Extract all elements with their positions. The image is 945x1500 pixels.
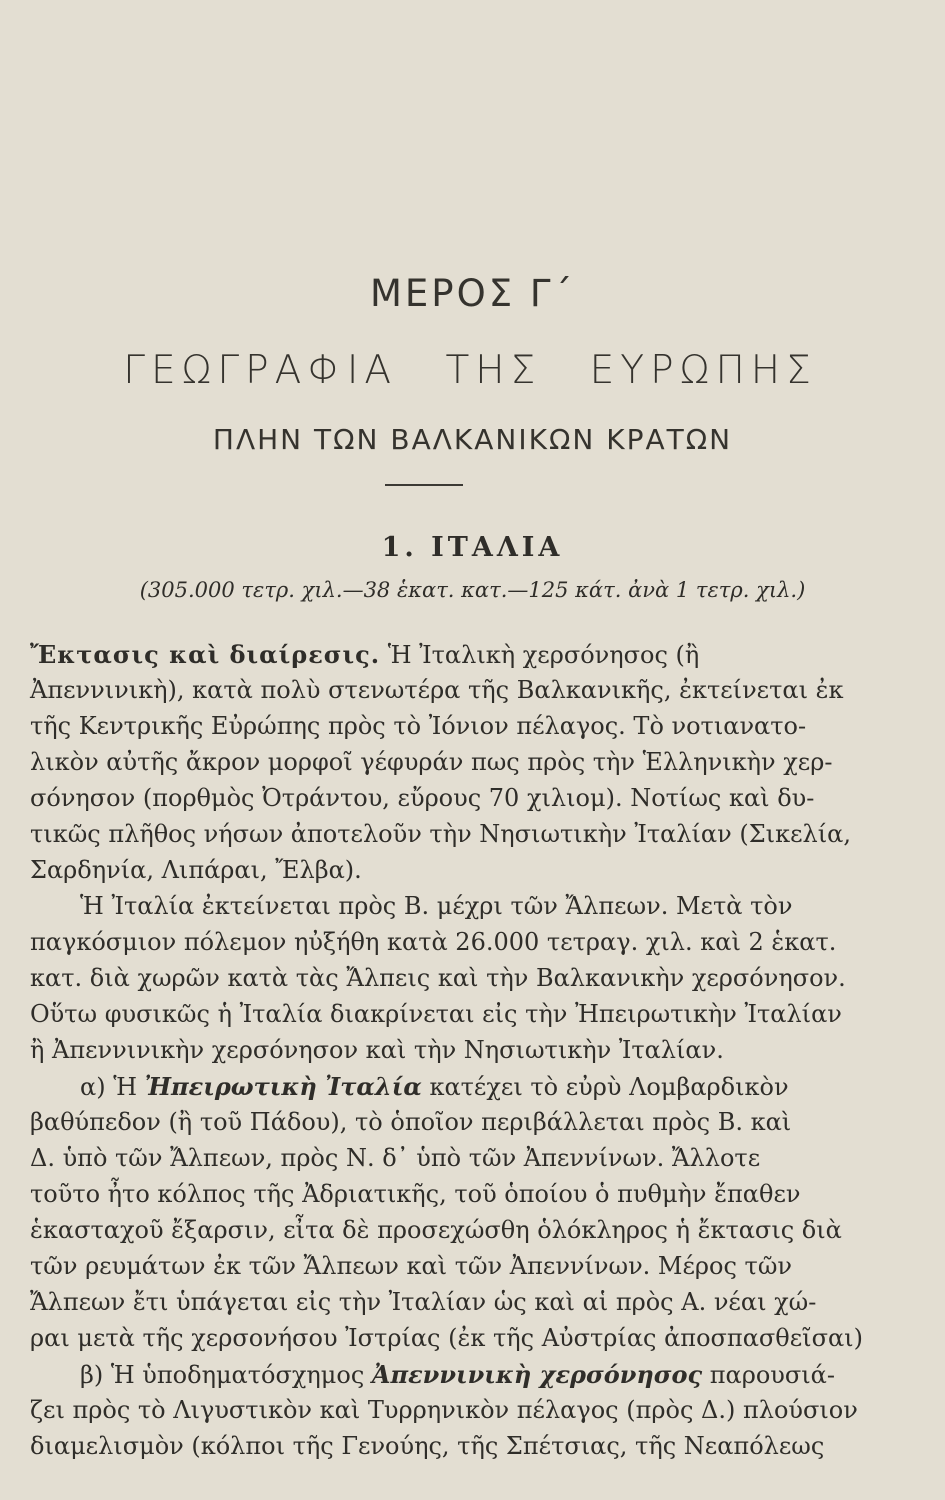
text-line: Ἔκτασις καὶ διαίρεσις. Ἡ Ἰταλικὴ χερσόνησος (ἢ bbox=[30, 640, 700, 669]
divider-rule bbox=[385, 484, 463, 486]
main-title: ΓΕΩΓΡΑΦΙΑ ΤΗΣ ΕΥΡΩΠΗΣ bbox=[123, 348, 817, 393]
text-line: Ἡ Ἰταλία ἐκτείνεται πρὸς Β. μέχρι τῶν Ἄλπεων. Μετὰ τὸν bbox=[80, 892, 793, 920]
text-line: σόνησον (πορθμὸς Ὀτράντου, εὔρους 70 χιλιομ). Νοτίως καὶ δυ- bbox=[30, 784, 815, 812]
text-line: Δ. ὑπὸ τῶν Ἄλπεων, πρὸς Ν. δ᾽ ὑπὸ τῶν Ἀπεννίνων. Ἄλλοτε bbox=[30, 1144, 761, 1172]
text-line: ἢ Ἀπεννινικὴν χερσόνησον καὶ τὴν Νησιωτικὴν Ἰταλίαν. bbox=[30, 1036, 724, 1064]
text-line: τοῦτο ἦτο κόλπος τῆς Ἀδριατικῆς, τοῦ ὁποίου ὁ πυθμὴν ἔπαθεν bbox=[30, 1180, 801, 1208]
subtitle: ΠΛΗΝ ΤΩΝ ΒΑΛΚΑΝΙΚΩΝ ΚΡΑΤΩΝ bbox=[212, 423, 733, 456]
emphasis-term: Ἀπεννινικὴ χερσόνησος bbox=[371, 1360, 703, 1389]
text-line: τῆς Κεντρικῆς Εὐρώπης πρὸς τὸ Ἰόνιον πέλαγος. Τὸ νοτιανατο- bbox=[30, 712, 807, 740]
emphasis-term: Ἠπειρωτικὴ Ἰταλία bbox=[144, 1072, 422, 1101]
text-line: β) Ἡ ὑποδηματόσχημος Ἀπεννινικὴ χερσόνησος παρουσιά- bbox=[80, 1360, 835, 1389]
text-line: τῶν ρευμάτων ἐκ τῶν Ἄλπεων καὶ τῶν Ἀπεννίνων. Μέρος τῶν bbox=[30, 1252, 792, 1280]
text-line: Σαρδηνία, Λιπάραι, Ἔλβα). bbox=[30, 856, 362, 884]
chapter-stats: (305.000 τετρ. χιλ.—38 ἑκατ. κατ.—125 κάτ. ἀνὰ 1 τετρ. χιλ.) bbox=[139, 578, 806, 602]
text-line: ζει πρὸς τὸ Λιγυστικὸν καὶ Τυρρηνικὸν πέλαγος (πρὸς Δ.) πλούσιον bbox=[30, 1396, 858, 1424]
text-line: βαθύπεδον (ἢ τοῦ Πάδου), τὸ ὁποῖον περιβάλλεται πρὸς Β. καὶ bbox=[30, 1108, 792, 1136]
text-line: τικῶς πλῆθος νήσων ἀποτελοῦν τὴν Νησιωτικὴν Ἰταλίαν (Σικελία, bbox=[30, 820, 851, 848]
text-line: παγκόσμιον πόλεμον ηὐξήθη κατὰ 26.000 τετραγ. χιλ. καὶ 2 ἑκατ. bbox=[30, 928, 837, 956]
text-line: λικὸν αὐτῆς ἄκρον μορφοῖ γέφυράν πως πρὸς τὴν Ἑλληνικὴν χερ- bbox=[30, 748, 833, 776]
section-heading: Ἔκτασις καὶ διαίρεσις. bbox=[30, 640, 381, 669]
chapter-title: 1. ΙΤΑΛΙΑ bbox=[381, 532, 564, 563]
text-line: Ἀπεννινικὴ), κατὰ πολὺ στενωτέρα τῆς Βαλκανικῆς, ἐκτείνεται ἐκ bbox=[30, 676, 844, 704]
text-line: ραι μετὰ τῆς χερσονήσου Ἰστρίας (ἐκ τῆς Αὐστρίας ἀποσπασθεῖσαι) bbox=[30, 1324, 863, 1352]
text-line: διαμελισμὸν (κόλποι τῆς Γενούης, τῆς Σπέτσιας, τῆς Νεαπόλεως bbox=[30, 1432, 825, 1460]
text-line: κατ. διὰ χωρῶν κατὰ τὰς Ἄλπεις καὶ τὴν Βαλκανικὴν χερσόνησον. bbox=[30, 964, 846, 992]
text-line: α) Ἡ Ἠπειρωτικὴ Ἰταλία κατέχει τὸ εὐρὺ Λομβαρδικὸν bbox=[80, 1072, 789, 1101]
text-line: Οὕτω φυσικῶς ἡ Ἰταλία διακρίνεται εἰς τὴν Ἠπειρωτικὴν Ἰταλίαν bbox=[30, 1000, 842, 1028]
text-line: ἑκασταχοῦ ἔξαρσιν, εἶτα δὲ προσεχώσθη ὁλόκληρος ἡ ἔκτασις διὰ bbox=[30, 1216, 842, 1244]
part-label: ΜΕΡΟΣ Γ΄ bbox=[370, 272, 575, 315]
text-line: Ἄλπεων ἔτι ὑπάγεται εἰς τὴν Ἰταλίαν ὡς καὶ αἱ πρὸς Α. νέαι χώ- bbox=[30, 1288, 817, 1316]
